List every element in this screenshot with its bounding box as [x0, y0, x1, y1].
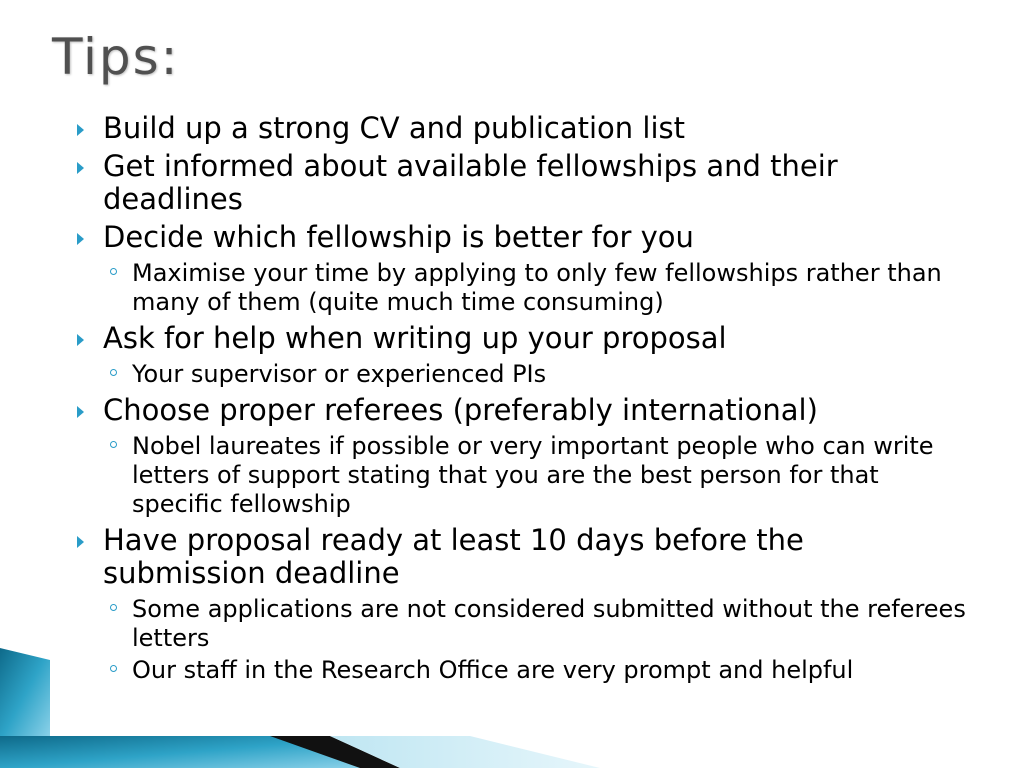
triangle-bullet-icon — [77, 334, 84, 346]
list-item — [75, 394, 975, 519]
bullet-text: Ask for help when writing up your proposal — [103, 321, 727, 355]
bullet-list — [75, 112, 975, 685]
bullet-text: Decide which fellowship is better for you — [103, 220, 694, 254]
list-item — [75, 150, 975, 216]
triangle-bullet-icon — [77, 536, 84, 548]
sub-bullet-text: Nobel laureates if possible or very important people who can write letters of support stating that you are the best person for that specific fellowship — [132, 432, 934, 518]
sub-bullet-list — [103, 360, 975, 389]
sub-bullet-list — [103, 259, 975, 317]
circle-bullet-icon — [110, 268, 117, 275]
list-item — [75, 322, 975, 389]
sub-list-item — [103, 595, 975, 653]
circle-bullet-icon — [110, 441, 117, 448]
sub-bullet-list — [103, 432, 975, 519]
sub-list-item — [103, 656, 975, 685]
bullet-text: Have proposal ready at least 10 days before the submission deadline — [103, 523, 804, 590]
triangle-bullet-icon — [77, 162, 84, 174]
list-item — [75, 524, 975, 685]
list-item — [75, 112, 975, 145]
bullet-text: Build up a strong CV and publication list — [103, 111, 685, 145]
sub-bullet-text: Some applications are not considered submitted without the referees letters — [132, 595, 966, 652]
circle-bullet-icon — [110, 369, 117, 376]
sub-bullet-text: Our staff in the Research Office are very prompt and helpful — [132, 656, 854, 684]
sub-list-item — [103, 432, 975, 519]
sub-bullet-list — [103, 595, 975, 685]
sub-list-item — [103, 259, 975, 317]
triangle-bullet-icon — [77, 233, 84, 245]
circle-bullet-icon — [110, 604, 117, 611]
triangle-bullet-icon — [77, 124, 84, 136]
bullet-text: Get informed about available fellowships and their deadlines — [103, 149, 838, 216]
sub-bullet-text: Maximise your time by applying to only few fellowships rather than many of them (quite much time consuming) — [132, 259, 942, 316]
bullet-text: Choose proper referees (preferably international) — [103, 393, 818, 427]
slide-title: Tips: — [52, 28, 180, 86]
triangle-bullet-icon — [77, 406, 84, 418]
circle-bullet-icon — [110, 665, 117, 672]
list-item — [75, 221, 975, 317]
sub-bullet-text: Your supervisor or experienced PIs — [132, 360, 547, 388]
sub-list-item — [103, 360, 975, 389]
